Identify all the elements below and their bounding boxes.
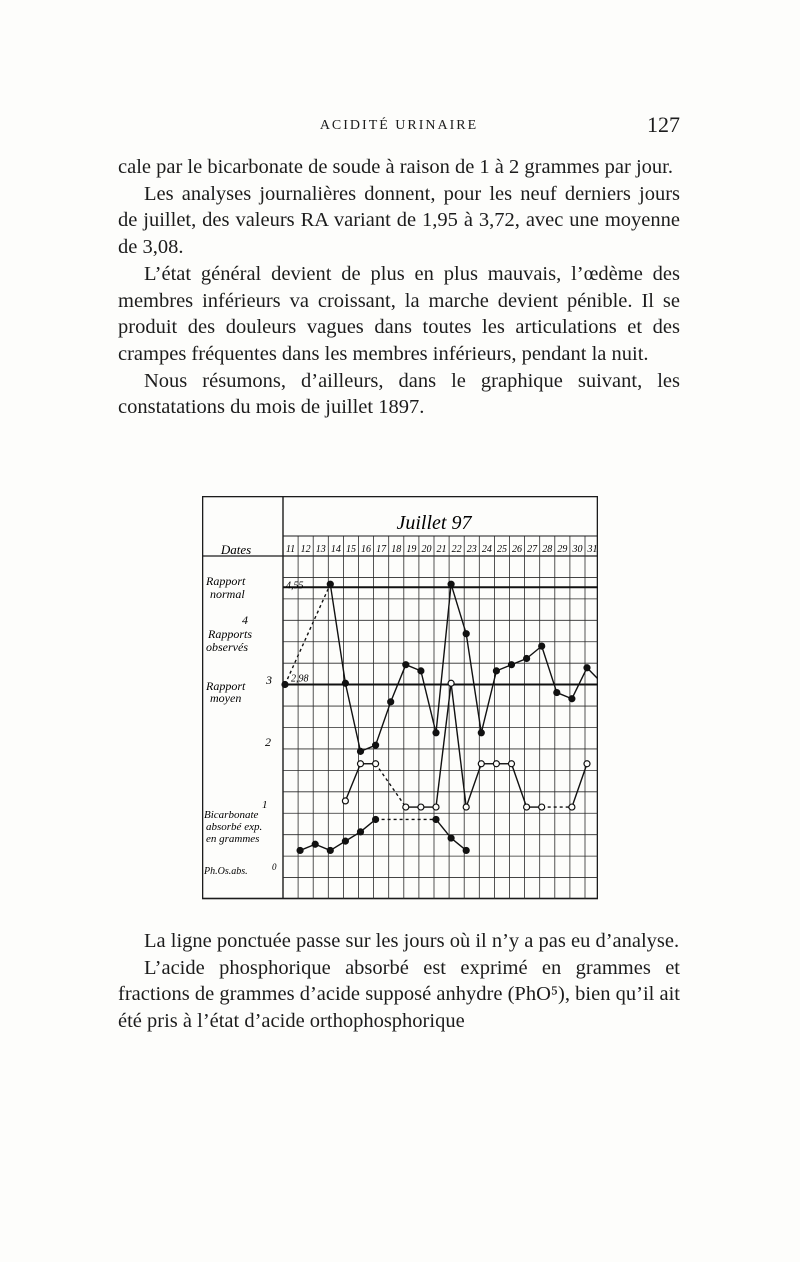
data-point: [463, 804, 469, 810]
y-label-observes: observés: [206, 640, 248, 654]
x-tick-label: 26: [512, 544, 523, 555]
x-tick-label: 30: [572, 544, 583, 555]
paragraph: Nous résumons, d’ailleurs, dans le graphique suivant, les constatations du mois de juillet 1897.: [118, 369, 680, 419]
paragraph: L’acide phosphorique absorbé est exprimé en grammes et fractions de grammes d’acide supposé anhydre (PhO⁵), bien qu’il ait été pris à l’état d’acide orthophosphorique: [118, 956, 680, 1033]
y-label-bicarbonate: en grammes: [206, 833, 260, 845]
data-point: [327, 847, 333, 853]
x-tick-labels: [286, 544, 598, 555]
text-before-chart: [118, 154, 680, 421]
reference-lines: [283, 580, 598, 684]
chart-frame: [203, 497, 598, 899]
data-point: [312, 841, 318, 847]
text-after-chart: [118, 928, 680, 1035]
data-point: [433, 804, 439, 810]
normal-value-label: 4,55: [286, 580, 304, 592]
data-point: [433, 730, 439, 736]
page-header: [118, 112, 680, 142]
data-point: [524, 804, 530, 810]
x-tick-label: 21: [436, 544, 447, 555]
data-point: [358, 761, 364, 767]
data-point: [282, 681, 288, 687]
x-tick-label: 23: [466, 544, 477, 555]
data-point: [448, 835, 454, 841]
data-point: [539, 643, 545, 649]
x-tick-label: 11: [285, 544, 296, 555]
data-point: [448, 581, 454, 587]
data-point: [509, 761, 515, 767]
x-tick-label: 22: [451, 544, 462, 555]
data-point: [342, 838, 348, 844]
data-point: [373, 761, 379, 767]
data-point: [478, 730, 484, 736]
data-point: [358, 829, 364, 835]
x-tick-label: 16: [361, 544, 372, 555]
data-point: [554, 690, 560, 696]
data-point: [569, 804, 575, 810]
x-tick-label: 18: [391, 544, 402, 555]
y-label-bicarbonate: 1: [262, 799, 268, 811]
data-point: [327, 581, 333, 587]
data-point: [297, 847, 303, 853]
x-tick-label: 29: [557, 544, 568, 555]
y-label-two: 2: [265, 735, 271, 749]
data-point: [418, 668, 424, 674]
y-label-bicarbonate: absorbé exp.: [206, 821, 263, 833]
x-tick-label: 28: [542, 544, 553, 555]
data-point: [524, 655, 530, 661]
y-label-normal: normal: [210, 587, 245, 601]
y-label-phos: 0: [272, 862, 277, 872]
dates-header: Dates: [220, 542, 252, 557]
data-point: [448, 680, 454, 686]
x-tick-label: 31: [587, 544, 598, 555]
data-point: [463, 847, 469, 853]
data-point: [342, 680, 348, 686]
chart-title: Juillet 97: [396, 512, 472, 534]
x-tick-label: 12: [300, 544, 311, 555]
y-axis-labels: [203, 574, 277, 877]
data-point: [373, 742, 379, 748]
data-point: [493, 668, 499, 674]
y-label-phos: Ph.Os.abs.: [204, 866, 248, 877]
x-tick-label: 20: [421, 544, 432, 555]
data-point: [569, 696, 575, 702]
paragraph: L’état général devient de plus en plus mauvais, l’œdème des membres inférieurs va croissant, la marche devient pénible. Il se produit des douleurs vagues dans toutes les articulations et des crampes fréquentes dans les membres inférieurs, pendant la nuit.: [118, 262, 680, 365]
data-point: [358, 748, 364, 754]
data-point: [463, 631, 469, 637]
data-point: [388, 699, 394, 705]
chart-svg: [202, 496, 598, 900]
x-tick-label: 15: [345, 544, 356, 555]
y-label-moyen: 3: [266, 673, 272, 687]
running-title: ACIDITÉ URINAIRE: [319, 118, 479, 133]
data-point: [539, 804, 545, 810]
x-tick-label: 19: [406, 544, 417, 555]
x-tick-label: 27: [527, 544, 538, 555]
data-point: [403, 662, 409, 668]
paragraph: La ligne ponctuée passe sur les jours où il n’y a pas eu d’analyse.: [144, 930, 680, 952]
x-tick-label: 25: [496, 544, 507, 555]
x-tick-label: 14: [330, 544, 341, 555]
x-tick-label: 24: [481, 544, 492, 555]
grid: [283, 536, 598, 899]
y-label-moyen: Rapport: [206, 679, 246, 693]
series-lines: [285, 584, 598, 850]
series-markers: [282, 581, 598, 853]
x-tick-label: 17: [376, 544, 387, 555]
data-point: [373, 816, 379, 822]
data-point: [584, 761, 590, 767]
data-point: [509, 662, 515, 668]
data-point: [342, 798, 348, 804]
y-label-observes: 4: [242, 613, 248, 627]
data-point: [478, 761, 484, 767]
y-label-bicarbonate: Bicarbonate: [204, 809, 259, 821]
data-point: [403, 804, 409, 810]
data-point: [493, 761, 499, 767]
paragraph: Les analyses journalières donnent, pour les neuf derniers jours de juillet, des valeurs RA variant de 1,95 à 3,72, avec une moyenne de 3,08.: [118, 182, 680, 259]
chart-figure: [202, 496, 598, 905]
data-point: [433, 816, 439, 822]
paragraph: cale par le bicarbonate de soude à raison de 1 à 2 grammes par jour.: [118, 156, 673, 178]
page-number: 127: [647, 112, 680, 137]
mean-value-label: 2,98: [291, 673, 309, 685]
x-tick-label: 13: [315, 544, 326, 555]
y-label-moyen: moyen: [210, 691, 242, 705]
y-label-normal: Rapport: [206, 574, 246, 588]
y-label-observes: Rapports: [208, 627, 253, 641]
data-point: [418, 804, 424, 810]
data-point: [584, 665, 590, 671]
